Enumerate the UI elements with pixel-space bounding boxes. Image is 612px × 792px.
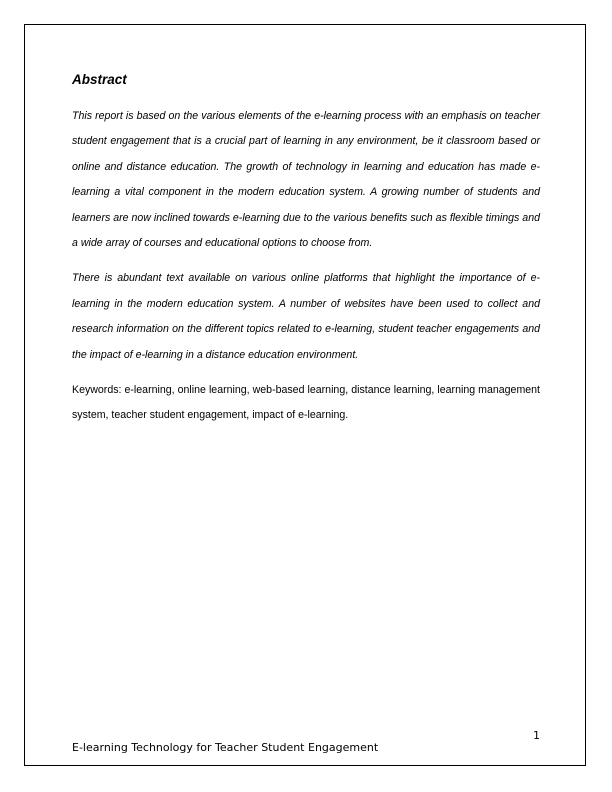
abstract-paragraph-2: There is abundant text available on various online platforms that highlight the importance of e-learning in the modern education system. A number of websites have been used to collect and research information on the different topics related to e-learning, student teacher engagements and the impact of e-learning in a distance education environment. (72, 272, 540, 361)
abstract-heading: Abstract (72, 72, 127, 87)
keywords-paragraph: Keywords: e-learning, online learning, web-based learning, distance learning, learning management system, teacher student engagement, impact of e-learning. (72, 384, 540, 422)
page-number: 1 (533, 729, 540, 742)
abstract-paragraph-1: This report is based on the various elements of the e-learning process with an emphasis on teacher student engagement that is a crucial part of learning in any environment, be it classroom based or online and distance education. The growth of technology in learning and education has made e-learning a vital component in the modern education system. A growing number of students and learners are now inclined towards e-learning due to the various benefits such as flexible timings and a wide array of courses and educational options to choose from. (72, 110, 540, 250)
footer-title: E-learning Technology for Teacher Student Engagement (72, 741, 379, 754)
document-body (72, 70, 540, 439)
